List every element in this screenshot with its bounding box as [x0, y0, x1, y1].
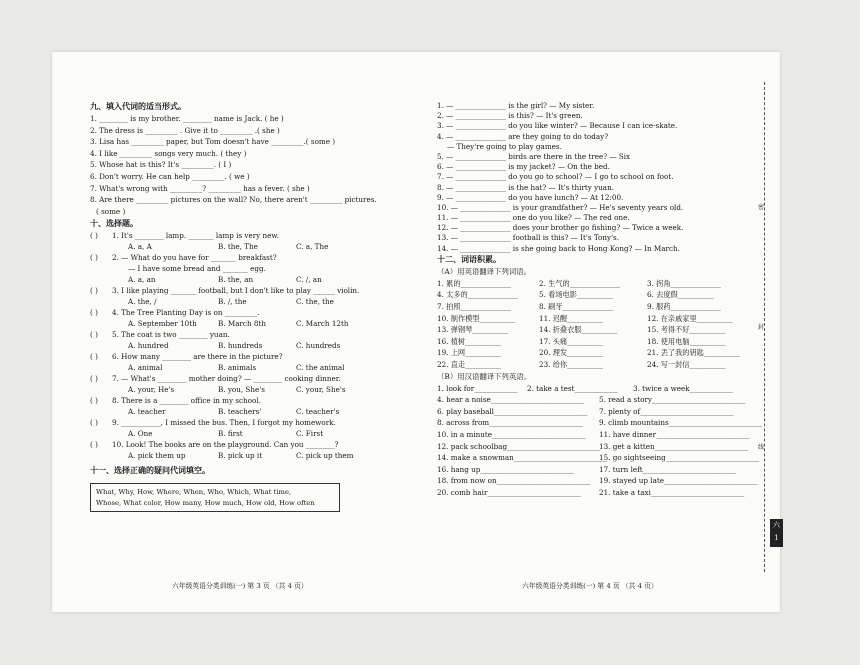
fill-item: 5. — ______________ birds are there in the tree? — Six [437, 152, 631, 161]
translate-item: 22. 直走__________ [437, 359, 502, 369]
option-b: B. the, an [218, 275, 254, 285]
answer-paren[interactable]: ( ) [90, 440, 98, 450]
fill-item: 12. — ______________ does your brother go fishing? — Twice a week. [437, 224, 684, 233]
translate-item: 17. 头痛__________ [539, 336, 604, 346]
question-text: — I have some bread and _______ egg. [128, 264, 266, 274]
translate-item: 19. 上网__________ [437, 348, 502, 358]
option-a: A. the, / [128, 297, 157, 307]
translate-item: 17. turn left__________________________ [599, 464, 737, 474]
translate-item: 5. read a story__________________________ [599, 395, 746, 405]
question-text: 7. — What's ________ mother doing? — ________ cooking dinner. [112, 374, 341, 384]
section9-item: 2. The dress is _________ . Give it to _________ .( she ) [90, 126, 280, 135]
translate-item: 8. 刷牙______________ [539, 302, 613, 311]
option-a: A. pick them up [128, 451, 186, 461]
section9-item: ( some ) [96, 207, 126, 216]
translate-item: 4. hear a noise__________________________ [437, 395, 585, 405]
translate-item: 8. across from__________________________ [437, 418, 583, 428]
translate-item: 2. take a test____________ [527, 383, 618, 393]
translate-item: 13. get a kitten__________________________ [599, 441, 749, 451]
section9-item: 7. What's wrong with _________? _________ has a fever. ( she ) [90, 184, 310, 193]
translate-item: 4. 太多的______________ [437, 290, 519, 300]
option-a: A. a, A [128, 242, 152, 252]
exam-sheet [52, 52, 780, 612]
option-a: A. a, an [128, 275, 156, 285]
option-c: C. March 12th [296, 319, 349, 329]
left-column [90, 102, 400, 512]
translate-item: 14. 折叠衣服__________ [539, 325, 618, 335]
question-text: 3. I like playing _______ football, but I don't like to play ______ violin. [112, 286, 360, 296]
question-text: 2. — What do you have for _______ breakfast? [112, 253, 277, 263]
page-footer-right: 六年级英语分类训练(一) 第 4 页 （共 4 页） [522, 582, 658, 590]
fill-item: 11. — ______________ one do you like? — The red one. [437, 214, 630, 223]
translate-item: 14. make a snowman__________________________ [437, 453, 608, 463]
option-a: A. hundred [128, 341, 169, 351]
section9-item: 1. ________ is my brother. ________ name is Jack. ( he ) [90, 115, 284, 123]
translate-row [437, 431, 767, 443]
fill-item: 4. — ______________ are they going to do today? [437, 132, 609, 141]
translate-item: 9. climb mountains__________________________ [599, 418, 763, 428]
answer-paren[interactable]: ( ) [90, 396, 98, 406]
section9-item: 8. Are there _________ pictures on the wall? No, there aren't _________ pictures. [90, 196, 377, 205]
translate-item: 11. have dinner__________________________ [599, 429, 750, 439]
translate-row [437, 396, 767, 408]
question-text: 6. How many ________ are there in the picture? [112, 352, 283, 362]
answer-paren[interactable]: ( ) [90, 286, 98, 296]
fill-item: 10. — ______________ is your grandfather? — He's seventy years old. [437, 203, 684, 212]
section12-title: 十二、词语积累。 [437, 254, 501, 264]
translate-item: 13. 弹钢琴__________ [437, 325, 509, 335]
option-c: C. the, the [296, 297, 334, 307]
question-text: 8. There is a ________ office in my school. [112, 396, 261, 406]
options-row [90, 452, 400, 463]
translate-item: 7. 拍照______________ [437, 302, 511, 311]
option-b: B. first [218, 429, 243, 439]
option-b: B. March 8th [218, 319, 266, 329]
translate-item: 21. take a taxi__________________________ [599, 487, 745, 497]
option-c: C. a, The [296, 242, 329, 252]
question-text: 4. The Tree Planting Day is on _________. [112, 308, 260, 318]
fill-item: 14. — ______________ is she going back to Hong Kong? — In March. [437, 244, 680, 253]
translate-item: 23. 给你__________ [539, 359, 604, 369]
page-footer-left: 六年级英语分类训练(一) 第 3 页 （共 4 页） [172, 582, 308, 590]
option-b: B. pick up it [218, 451, 263, 461]
option-c: C. pick up them [296, 451, 354, 461]
section10-title: 十、选择题。 [90, 219, 138, 229]
option-b: B. the, The [218, 242, 258, 252]
word-bank-line: What, Why, How, Where, When, Who, Which, What time, [96, 488, 292, 497]
translate-row [437, 361, 767, 373]
translate-row [437, 489, 767, 501]
question-text: 10. Look! The books are on the playground. Can you ________? [112, 440, 339, 450]
translate-row [437, 303, 767, 315]
translate-item: 15. go sightseeing__________________________ [599, 453, 760, 463]
answer-paren[interactable]: ( ) [90, 253, 98, 263]
option-b: B. hundreds [218, 341, 263, 351]
translate-item: 12. pack schoolbag__________________________ [437, 441, 601, 451]
translate-item: 9. 服药______________ [647, 302, 721, 311]
fill-item: 8. — ______________ is the hat? — It's thirty yuan. [437, 183, 615, 192]
section11-title: 十一、选择正确的疑问代词填空。 [90, 466, 210, 476]
translate-item: 15. 考得不好__________ [647, 325, 726, 335]
section9-item: 5. Whose hat is this? It's _________. ( I ) [90, 161, 232, 170]
answer-paren[interactable]: ( ) [90, 231, 98, 241]
translate-item: 11. 迟醒__________ [539, 313, 604, 323]
option-c: C. your, She's [296, 385, 346, 395]
word-bank-box [90, 483, 340, 511]
section9-title: 九、填入代词的适当形式。 [90, 102, 186, 111]
binding-mark: 线 [758, 444, 765, 451]
fill-item: 13. — ______________ football is this? — It's Tony's. [437, 234, 620, 243]
option-a: A. September 10th [128, 319, 197, 329]
translate-item: 10. in a minute__________________________ [437, 429, 586, 439]
question-text: 1. It's ________ lamp. _______ lamp is very new. [112, 231, 279, 241]
question-text: 5. The coat is two ________ yuan. [112, 330, 230, 340]
option-a: A. your, He's [128, 385, 175, 395]
translate-item: 16. hang up__________________________ [437, 464, 574, 474]
answer-paren[interactable]: ( ) [90, 374, 98, 384]
translate-item: 3. twice a week____________ [633, 383, 733, 393]
translate-item: 21. 丢了我的钥匙__________ [647, 348, 740, 358]
fill-item: 2. — ______________ is this? — It's green. [437, 112, 583, 121]
fill-item: 9. — ______________ do you have lunch? — At 12:00. [437, 193, 624, 202]
option-b: B. you, She's [218, 385, 265, 395]
translate-item: 19. stayed up late__________________________ [599, 476, 758, 486]
word-bank-line: Whose, What color, How many, How much, How old, How often [96, 498, 315, 507]
option-a: A. One [128, 429, 153, 439]
translate-item: 1. look for____________ [437, 383, 518, 393]
answer-paren[interactable]: ( ) [90, 352, 98, 362]
section12-part-b-title: （B）用汉语翻译下列英语。 [437, 372, 532, 381]
page-tab: 六 1 [770, 519, 783, 547]
translate-item: 5. 看场电影__________ [539, 290, 613, 300]
translate-item: 20. 理发__________ [539, 348, 604, 358]
fill-item: 7. — ______________ do you go to school? — I go to school on foot. [437, 173, 674, 182]
option-b: B. /, the [218, 297, 247, 307]
binding-mark: 封 [758, 324, 765, 331]
translate-item: 18. from now on__________________________ [437, 476, 591, 486]
option-b: B. teachers' [218, 407, 262, 417]
fill-item: 3. — ______________ do you like winter? — Because I can ice-skate. [437, 122, 678, 131]
answer-paren[interactable]: ( ) [90, 308, 98, 318]
option-a: A. animal [128, 363, 163, 373]
translate-item: 6. 去度假__________ [647, 290, 714, 300]
translate-item: 1. 累的______________ [437, 278, 511, 288]
question-text: 9. ___________, I missed the bus. Then, I forgot my homework. [112, 418, 336, 428]
option-c: C. First [296, 429, 324, 439]
right-column [437, 102, 767, 501]
section12-part-a-title: （A）用英语翻译下列词语。 [437, 267, 532, 276]
translate-row [437, 454, 767, 466]
translate-item: 18. 使用电脑__________ [647, 336, 726, 346]
fill-item: — They're going to play games. [447, 142, 562, 151]
translate-item: 20. comb hair__________________________ [437, 487, 581, 497]
binding-line [764, 82, 765, 572]
option-c: C. /, an [296, 275, 322, 285]
answer-paren[interactable]: ( ) [90, 330, 98, 340]
section9-item: 3. Lisa has _________ paper, but Tom doesn't have _________.( some ) [90, 138, 336, 147]
option-c: C. the animal [296, 363, 345, 373]
answer-paren[interactable]: ( ) [90, 418, 98, 428]
option-b: B. animals [218, 363, 257, 373]
binding-mark: 密 [758, 204, 765, 211]
translate-item: 24. 写一封信__________ [647, 359, 726, 369]
translate-item: 7. plenty of__________________________ [599, 406, 734, 416]
translate-item: 6. play baseball__________________________ [437, 406, 588, 416]
translate-item: 3. 拐角______________ [647, 278, 721, 288]
fill-item: 1. — ______________ is the girl? — My sister. [437, 102, 595, 110]
translate-item: 2. 生气的______________ [539, 278, 621, 288]
translate-item: 10. 制作模型__________ [437, 313, 516, 323]
translate-item: 16. 植树__________ [437, 336, 502, 346]
option-c: C. hundreds [296, 341, 341, 351]
bleed-through-text [692, 62, 695, 72]
translate-item: 12. 在亲戚家里__________ [647, 313, 733, 323]
option-a: A. teacher [128, 407, 166, 417]
option-c: C. teacher's [296, 407, 340, 417]
section9-item: 6. Don't worry. He can help _________. ( we ) [90, 172, 250, 181]
section9-item: 4. I like _________ songs very much. ( they ) [90, 149, 247, 158]
fill-item: 6. — ______________ is my jacket? — On the bed. [437, 163, 610, 172]
